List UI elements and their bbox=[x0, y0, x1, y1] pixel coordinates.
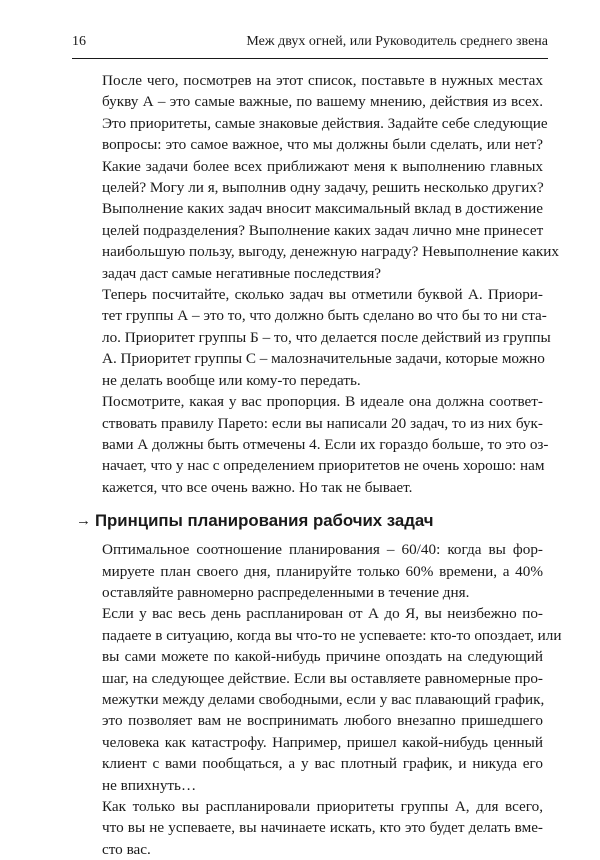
paragraph bbox=[88, 539, 543, 603]
text-line: задач даст самые негативные последствия? bbox=[102, 264, 382, 282]
text-line: начает, что у нас с определением приоритетов не очень хорошо: нам bbox=[102, 457, 545, 475]
running-head-title: Меж двух огней, или Руководитель среднего звена bbox=[246, 34, 548, 49]
paragraphs-before-heading bbox=[88, 70, 560, 498]
running-head bbox=[72, 34, 548, 54]
paragraph bbox=[88, 391, 549, 498]
text-line: человека как катастрофу. Например, пришел какой-нибудь ценный bbox=[102, 733, 543, 751]
text-line: Посмотрите, какая у вас пропорция. В идеале она должна соответ- bbox=[102, 393, 543, 411]
text-line: шаг, на следующее действие. Если вы оставляете равномерные про- bbox=[102, 669, 543, 687]
text-line: После чего, посмотрев на этот список, поставьте в нужных местах bbox=[102, 72, 543, 89]
section-heading-text: Принципы планирования рабочих задач bbox=[95, 511, 434, 531]
paragraphs-after-heading bbox=[88, 539, 562, 860]
text-line: это позволяет вам не воспринимать любого внезапно пришедшего bbox=[102, 712, 543, 730]
text-line: вопросы: это самое важное, что мы должны были сделать, или нет? bbox=[102, 136, 543, 154]
text-line: вами А должны быть отмечены 4. Если их гораздо больше, то это оз- bbox=[102, 435, 549, 453]
text-line: Какие задачи более всех приближают меня к выполнению главных bbox=[102, 157, 543, 175]
text-line: не делать вообще или кому-то передать. bbox=[102, 371, 361, 389]
paragraph bbox=[88, 70, 560, 284]
text-line: не впихнуть… bbox=[102, 776, 197, 794]
text-line: вы сами можете по какой-нибудь причине опоздать на следующий bbox=[102, 648, 543, 666]
paragraph bbox=[88, 284, 551, 391]
text-line: тет группы А – это то, что должно быть сделано во что бы то ни ста- bbox=[102, 307, 547, 325]
page-body bbox=[76, 70, 562, 860]
text-line: клиент с вами пообщаться, а у вас плотный график, и никуда его bbox=[102, 755, 543, 773]
text-line: Оптимальное соотношение планирования – 60/40: когда вы фор- bbox=[102, 541, 543, 559]
text-line: Как только вы распланировали приоритеты группы А, для всего, bbox=[102, 798, 543, 815]
text-line: А. Приоритет группы С – малозначительные задачи, которые можно bbox=[102, 350, 545, 368]
paragraph bbox=[88, 603, 562, 796]
text-line: кажется, что все очень важно. Но так не бывает. bbox=[102, 478, 413, 496]
arrow-right-icon: → bbox=[76, 512, 91, 530]
text-line: Если у вас весь день распланирован от А до Я, вы неизбежно по- bbox=[102, 605, 543, 623]
text-line: ствовать правилу Парето: если вы написали 20 задач, то из них бук- bbox=[102, 414, 543, 432]
section-heading bbox=[76, 510, 543, 532]
text-line: падаете в ситуацию, когда вы что-то не успеваете: кто-то опоздает, или bbox=[102, 626, 562, 644]
page-number: 16 bbox=[72, 34, 86, 49]
text-line: мируете план своего дня, планируйте только 60% времени, а 40% bbox=[102, 562, 543, 580]
text-line: ло. Приоритет группы Б – то, что делается после действий из группы bbox=[102, 328, 551, 346]
text-line: Теперь посчитайте, сколько задач вы отметили буквой А. Приори- bbox=[102, 286, 543, 304]
text-line: оставляйте равномерно распределенными в течение дня. bbox=[102, 583, 470, 601]
header-rule bbox=[72, 58, 548, 59]
text-line: целей? Могу ли я, выполнив одну задачу, решить несколько других? bbox=[102, 179, 544, 197]
text-line: букву А – это самые важные, по вашему мнению, действия из всех. bbox=[102, 93, 543, 111]
text-line: межутки между делами свободными, если у вас плавающий график, bbox=[102, 690, 545, 708]
text-line: Это приоритеты, самые знаковые действия. Задайте себе следующие bbox=[102, 114, 548, 132]
text-line: наибольшую пользу, выгоду, денежную награду? Невыполнение каких bbox=[102, 243, 560, 261]
text-line: Выполнение каких задач вносит максимальный вклад в достижение bbox=[102, 200, 543, 218]
text-line: целей подразделения? Выполнение каких задач лично мне принесет bbox=[102, 221, 544, 239]
paragraph bbox=[88, 796, 543, 860]
text-line: что вы не успеваете, вы начинаете искать, кто это будет делать вме- bbox=[102, 819, 543, 837]
text-line: сто вас. bbox=[102, 840, 151, 858]
